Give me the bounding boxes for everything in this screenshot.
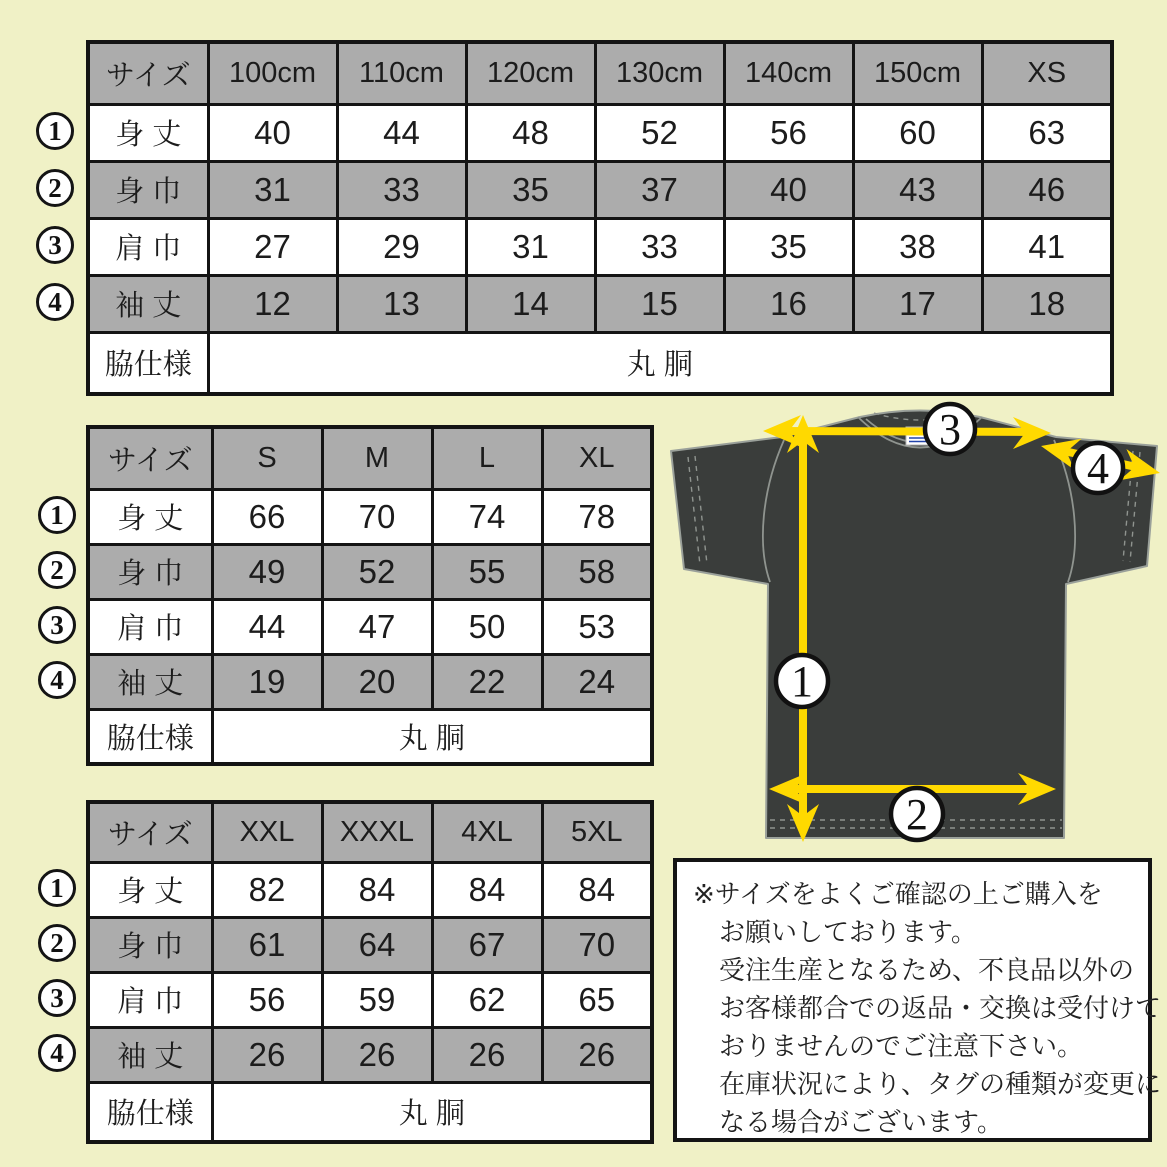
size-table-adult <box>86 425 654 766</box>
notice-box <box>673 858 1162 1142</box>
value-cell: 78 <box>542 489 652 544</box>
value-cell: 43 <box>853 161 982 218</box>
row-label-cell: 身 巾 <box>88 917 212 972</box>
notice-line: ※サイズをよくご確認の上ご購入を <box>693 879 1103 909</box>
header-cell: 130cm <box>595 42 724 104</box>
row-marker: 1 <box>36 112 74 150</box>
row-label-cell: 袖 丈 <box>88 275 208 332</box>
value-cell: 52 <box>322 544 432 599</box>
value-cell: 82 <box>212 862 322 917</box>
value-cell: 19 <box>212 654 322 709</box>
row-label-cell: 袖 丈 <box>88 654 212 709</box>
value-cell: 33 <box>337 161 466 218</box>
footer-value-cell: 丸 胴 <box>208 332 1112 394</box>
row-label-cell: 身 丈 <box>88 489 212 544</box>
size-table-big <box>86 800 654 1144</box>
measure-marker-4 <box>1073 443 1123 493</box>
tshirt-diagram <box>650 395 1167 860</box>
value-cell: 40 <box>724 161 853 218</box>
row-label-cell: 身 巾 <box>88 544 212 599</box>
header-cell: XXXL <box>322 802 432 862</box>
value-cell: 13 <box>337 275 466 332</box>
value-cell: 48 <box>466 104 595 161</box>
value-cell: 62 <box>432 972 542 1027</box>
svg-text:4: 4 <box>1087 444 1109 493</box>
value-cell: 59 <box>322 972 432 1027</box>
value-cell: 52 <box>595 104 724 161</box>
value-cell: 84 <box>432 862 542 917</box>
value-cell: 26 <box>212 1027 322 1082</box>
value-cell: 56 <box>724 104 853 161</box>
row-label-cell: 肩 巾 <box>88 218 208 275</box>
value-cell: 29 <box>337 218 466 275</box>
value-cell: 14 <box>466 275 595 332</box>
row-marker: 3 <box>38 606 76 644</box>
value-cell: 20 <box>322 654 432 709</box>
footer-label-cell: 脇仕様 <box>88 709 212 764</box>
notice-line: 受注生産となるため、不良品以外の <box>719 955 1134 985</box>
value-cell: 64 <box>322 917 432 972</box>
svg-text:3: 3 <box>939 405 961 454</box>
value-cell: 65 <box>542 972 652 1027</box>
svg-text:1: 1 <box>791 657 813 706</box>
row-label-cell: 肩 巾 <box>88 599 212 654</box>
value-cell: 24 <box>542 654 652 709</box>
value-cell: 61 <box>212 917 322 972</box>
value-cell: 74 <box>432 489 542 544</box>
header-cell: サイズ <box>88 427 212 489</box>
value-cell: 15 <box>595 275 724 332</box>
footer-label-cell: 脇仕様 <box>88 1082 212 1142</box>
footer-value-cell: 丸 胴 <box>212 709 652 764</box>
row-label-cell: 身 丈 <box>88 104 208 161</box>
row-marker: 2 <box>36 169 74 207</box>
value-cell: 22 <box>432 654 542 709</box>
row-label-cell: 肩 巾 <box>88 972 212 1027</box>
header-cell: L <box>432 427 542 489</box>
value-cell: 56 <box>212 972 322 1027</box>
row-marker: 4 <box>38 661 76 699</box>
value-cell: 17 <box>853 275 982 332</box>
value-cell: 41 <box>982 218 1112 275</box>
row-marker: 4 <box>38 1034 76 1072</box>
value-cell: 37 <box>595 161 724 218</box>
value-cell: 70 <box>322 489 432 544</box>
value-cell: 46 <box>982 161 1112 218</box>
size-table-kids <box>86 40 1114 396</box>
measure-marker-1 <box>776 655 828 707</box>
header-cell: 110cm <box>337 42 466 104</box>
value-cell: 31 <box>208 161 337 218</box>
value-cell: 16 <box>724 275 853 332</box>
header-cell: 5XL <box>542 802 652 862</box>
footer-label-cell: 脇仕様 <box>88 332 208 394</box>
value-cell: 63 <box>982 104 1112 161</box>
header-cell: 100cm <box>208 42 337 104</box>
notice-line: おりませんのでご注意下さい。 <box>719 1031 1084 1061</box>
notice-line: なる場合がございます。 <box>719 1107 1003 1137</box>
header-cell: サイズ <box>88 42 208 104</box>
row-marker: 1 <box>38 869 76 907</box>
value-cell: 26 <box>542 1027 652 1082</box>
header-cell: XXL <box>212 802 322 862</box>
value-cell: 84 <box>542 862 652 917</box>
row-marker: 2 <box>38 924 76 962</box>
header-cell: XL <box>542 427 652 489</box>
row-marker: 2 <box>38 551 76 589</box>
row-label-cell: 身 丈 <box>88 862 212 917</box>
row-marker: 3 <box>36 226 74 264</box>
header-cell: 4XL <box>432 802 542 862</box>
value-cell: 35 <box>466 161 595 218</box>
header-cell: 120cm <box>466 42 595 104</box>
value-cell: 55 <box>432 544 542 599</box>
measure-marker-3 <box>925 404 975 454</box>
value-cell: 33 <box>595 218 724 275</box>
value-cell: 58 <box>542 544 652 599</box>
row-marker: 4 <box>36 283 74 321</box>
value-cell: 27 <box>208 218 337 275</box>
value-cell: 31 <box>466 218 595 275</box>
value-cell: 38 <box>853 218 982 275</box>
row-label-cell: 袖 丈 <box>88 1027 212 1082</box>
value-cell: 18 <box>982 275 1112 332</box>
value-cell: 44 <box>212 599 322 654</box>
value-cell: 50 <box>432 599 542 654</box>
header-cell: 140cm <box>724 42 853 104</box>
value-cell: 47 <box>322 599 432 654</box>
value-cell: 40 <box>208 104 337 161</box>
value-cell: 66 <box>212 489 322 544</box>
notice-line: 在庫状況により、タグの種類が変更に <box>719 1069 1162 1099</box>
value-cell: 44 <box>337 104 466 161</box>
value-cell: 70 <box>542 917 652 972</box>
header-cell: S <box>212 427 322 489</box>
value-cell: 67 <box>432 917 542 972</box>
notice-line: お客様都合での返品・交換は受付けて <box>719 993 1162 1023</box>
notice-line: お願いしております。 <box>719 917 977 947</box>
row-label-cell: 身 巾 <box>88 161 208 218</box>
svg-text:2: 2 <box>906 790 928 839</box>
value-cell: 12 <box>208 275 337 332</box>
value-cell: 60 <box>853 104 982 161</box>
footer-value-cell: 丸 胴 <box>212 1082 652 1142</box>
header-cell: M <box>322 427 432 489</box>
header-cell: サイズ <box>88 802 212 862</box>
value-cell: 53 <box>542 599 652 654</box>
value-cell: 49 <box>212 544 322 599</box>
measure-marker-2 <box>891 788 943 840</box>
value-cell: 26 <box>432 1027 542 1082</box>
row-marker: 3 <box>38 979 76 1017</box>
value-cell: 35 <box>724 218 853 275</box>
value-cell: 84 <box>322 862 432 917</box>
header-cell: XS <box>982 42 1112 104</box>
row-marker: 1 <box>38 496 76 534</box>
header-cell: 150cm <box>853 42 982 104</box>
value-cell: 26 <box>322 1027 432 1082</box>
